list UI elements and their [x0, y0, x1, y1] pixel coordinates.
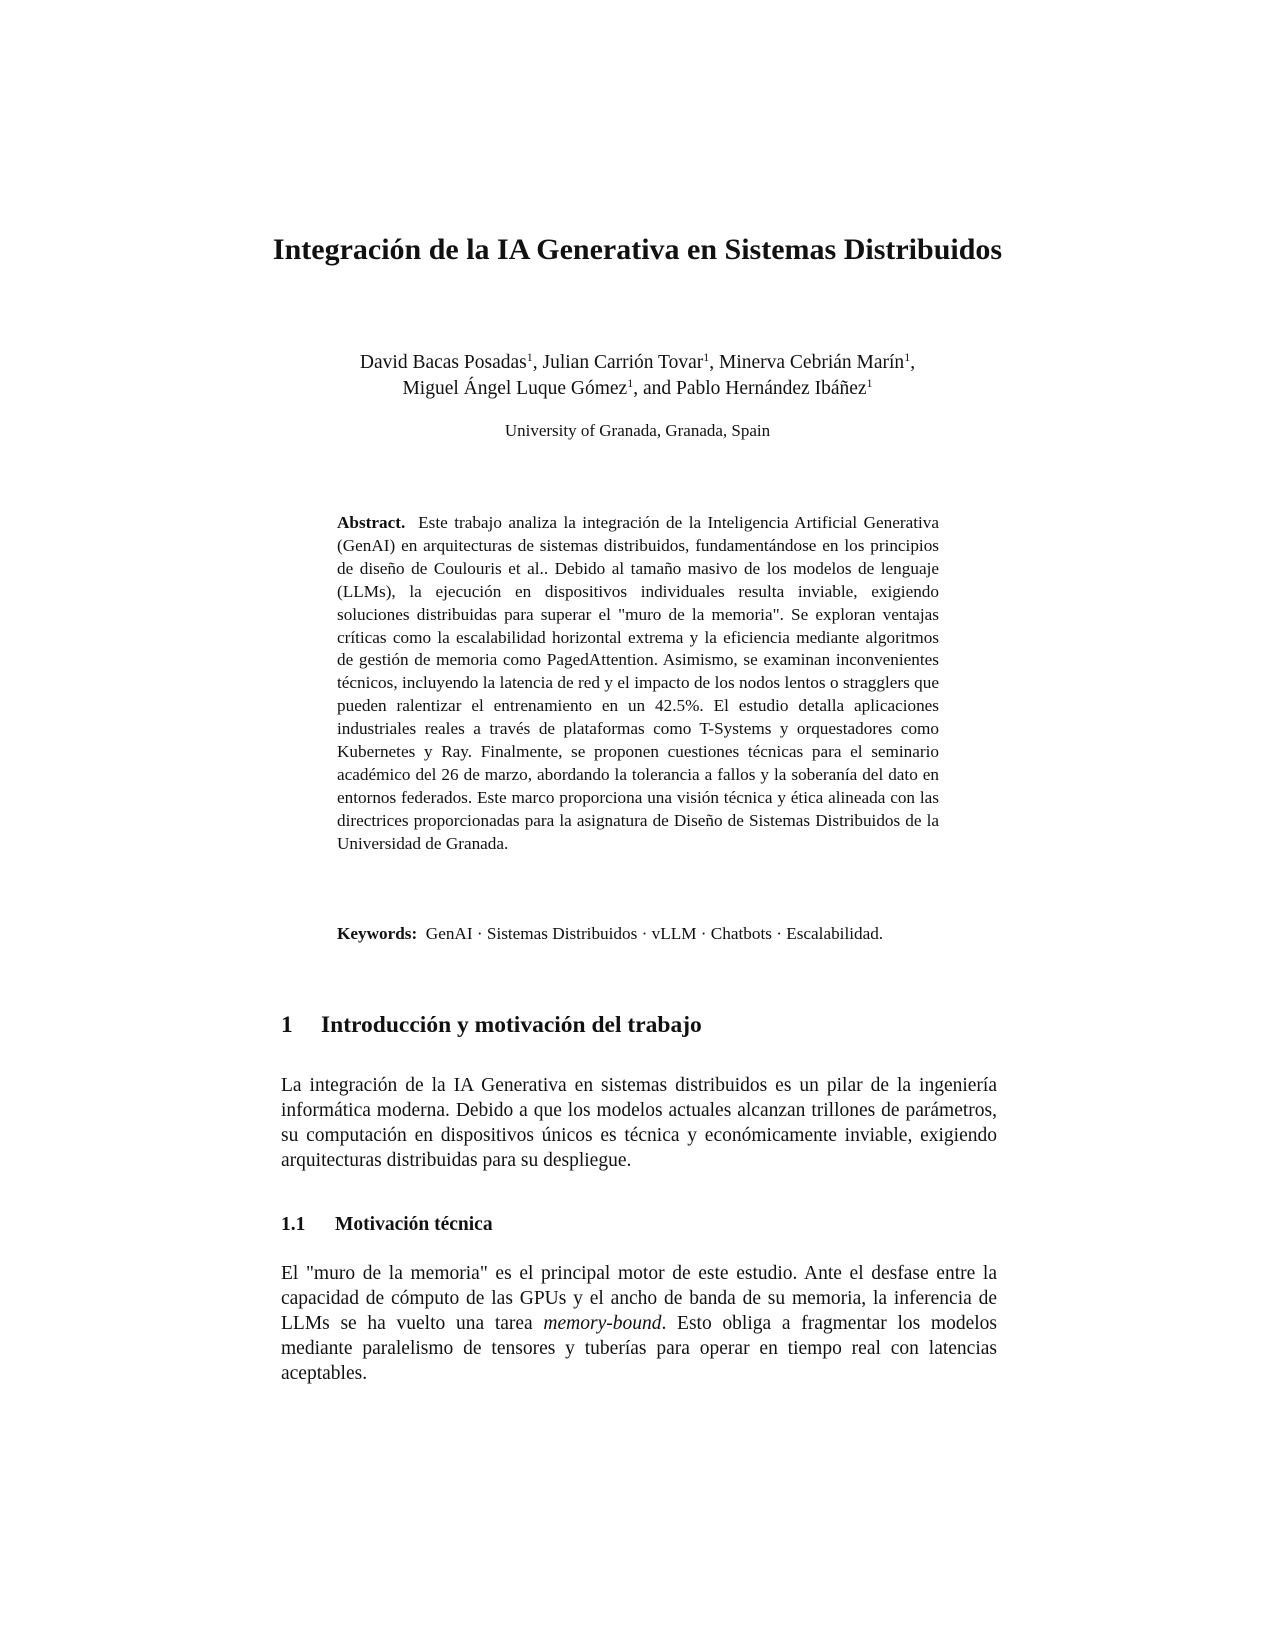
author-separator: ,	[532, 352, 543, 373]
author-name: Minerva Cebrián Marín	[718, 352, 905, 373]
emphasized-term: memory-bound	[543, 1313, 662, 1334]
subsection-paragraph	[281, 1261, 997, 1386]
author-separator: ,	[910, 352, 916, 373]
author-affiliation-mark: 1	[866, 376, 873, 390]
subsection-number: 1.1	[281, 1214, 306, 1235]
subsection-heading	[281, 1212, 1001, 1238]
author-name: Pablo Hernández Ibáñez	[675, 378, 867, 399]
author-name: Julian Carrión Tovar	[542, 352, 704, 373]
section-number: 1	[281, 1012, 293, 1038]
author-affiliation-mark: 1	[904, 350, 911, 364]
abstract	[337, 512, 939, 856]
keywords-label: Keywords:	[337, 924, 418, 943]
author-name: Miguel Ángel Luque Gómez	[402, 378, 628, 399]
author-affiliation-mark: 1	[703, 350, 710, 364]
author-list	[250, 350, 1025, 402]
paragraph-text: El "muro de la memoria" es el principal motor de este estudio. Ante el desfase entre la capacidad de cómputo de las GPUs y el ancho de banda de su memoria, la inferencia de LLMs se ha vuelto una tarea	[281, 1263, 997, 1334]
keywords-text: GenAI · Sistemas Distribuidos · vLLM · Chatbots · Escalabilidad.	[425, 924, 884, 943]
subsection-title: Motivación técnica	[335, 1214, 493, 1235]
author-separator: ,	[633, 378, 643, 399]
section-heading	[281, 1010, 1001, 1040]
author-conjunction: and	[642, 378, 676, 399]
section-paragraph: La integración de la IA Generativa en sistemas distribuidos es un pilar de la ingeniería informática moderna. Debido a que los modelos actuales alcanzan trillones de parámetros, su computación en dispositivos únicos es técnica y económicamente inviable, exigiendo arquitecturas distribuidas para su despliegue.	[281, 1075, 997, 1171]
author-name: David Bacas Posadas	[359, 352, 527, 373]
author-affiliation-mark: 1	[526, 350, 533, 364]
paragraph-text: . Esto obliga a fragmentar los modelos mediante paralelismo de tensores y tuberías para operar en tiempo real con latencias aceptables.	[281, 1313, 998, 1384]
affiliation: University of Granada, Granada, Spain	[504, 421, 771, 440]
keywords	[337, 923, 939, 946]
section-title: Introducción y motivación del trabajo	[321, 1012, 702, 1038]
paper-title: Integración de la IA Generativa en Sistemas Distribuidos	[272, 233, 1003, 266]
abstract-text: Este trabajo analiza la integración de la Inteligencia Artificial Generativa (GenAI) en arquitecturas de sistemas distribuidos, fundamentándose en los principios de diseño de Coulouris et al.. Debido al tamaño masivo de los modelos de lenguaje (LLMs), la ejecución en dispositivos individuales resulta inviable, exigiendo soluciones distribuidas para superar el "muro de la memoria". Se exploran ventajas críticas como la escalabilidad horizontal extrema y la eficiencia mediante algoritmos de gestión de memoria como PagedAttention. Asimismo, se examinan inconvenientes técnicos, incluyendo la latencia de red y el impacto de los nodos lentos o stragglers que pueden ralentizar el entrenamiento en un 42.5%. El estudio detalla aplicaciones industriales reales a través de plataformas como T-Systems y orquestadores como Kubernetes y Ray. Finalmente, se proponen cuestiones técnicas para el seminario académico del 26 de marzo, abordando la tolerancia a fallos y la soberanía del dato en entornos federados. Este marco proporciona una visión técnica y ética alineada con las directrices proporcionadas para la asignatura de Diseño de Sistemas Distribuidos de la Universidad de Granada.	[337, 513, 939, 853]
abstract-label: Abstract.	[337, 513, 406, 532]
author-affiliation-mark: 1	[627, 376, 634, 390]
author-separator: ,	[709, 352, 719, 373]
